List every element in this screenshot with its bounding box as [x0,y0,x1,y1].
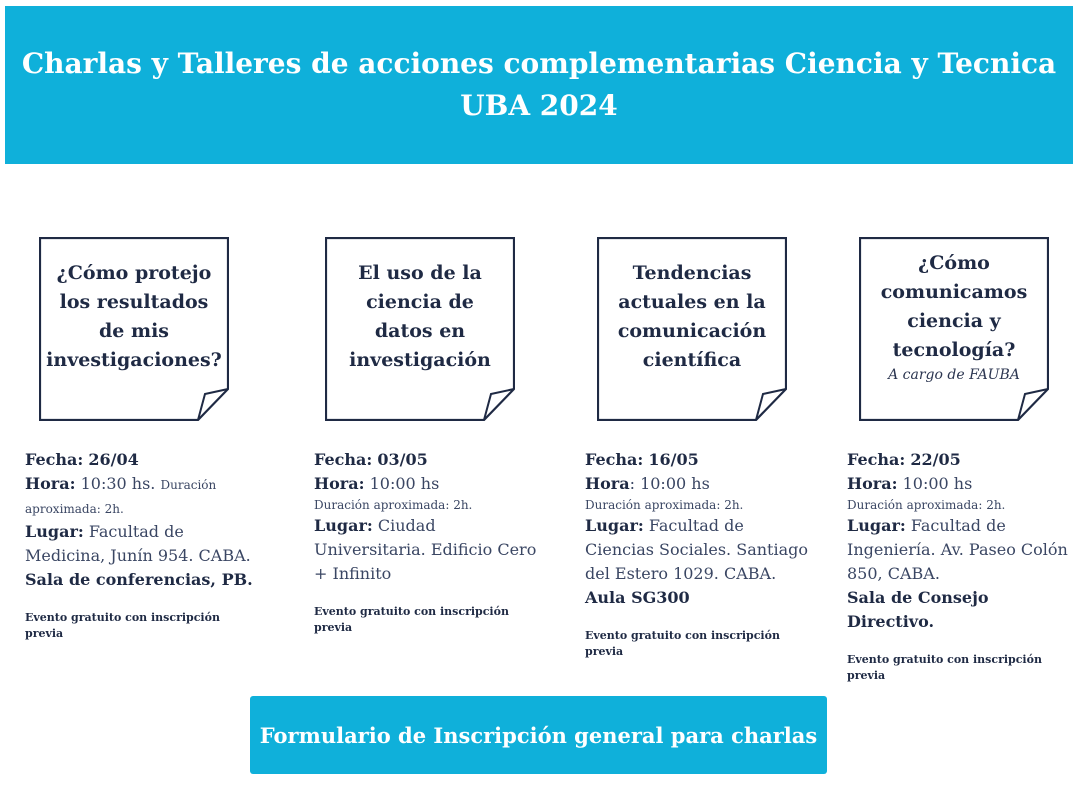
fecha-value: 26/04 [88,450,139,469]
note-card-title: ¿Cómo comunicamos ciencia y tecnología? A cargo de FAUBA [880,252,1028,383]
lugar-label: Lugar: [314,516,373,535]
fecha-label: Fecha: [314,450,373,469]
note-card-title: ¿Cómo protejo los resultados de mis investigaciones? [46,262,222,371]
duracion-value: Duración aproximada: 2h. [847,498,1006,512]
fecha-label: Fecha: [847,450,906,469]
hora-value: : 10:00 hs [629,474,710,493]
hora-value: 10:00 hs [369,474,440,493]
hora-label: Hora [585,474,630,493]
free-event-note: Evento gratuito con inscripción previa [847,653,1042,682]
note-card-title: Tendencias actuales en la comunicación científica [617,262,767,371]
sala-value: Sala de conferencias, PB. [25,570,253,589]
event-info-1 [25,448,257,642]
note-card-subtitle: A cargo de FAUBA [888,367,1020,383]
sala-value: Sala de Consejo Directivo. [847,588,989,631]
lugar-label: Lugar: [585,516,644,535]
duracion-value: Duración aproximada: 2h. [25,478,217,516]
lugar-value: Facultad de Medicina, Junín 954. CABA. [25,522,251,565]
hora-value: 10:30 hs. [80,474,156,493]
hora-label: Hora: [25,474,76,493]
event-info-3 [585,448,811,660]
lugar-value: Ciudad Universitaria. Edificio Cero + Infinito [314,516,537,583]
fecha-label: Fecha: [585,450,644,469]
lugar-label: Lugar: [25,522,84,541]
free-event-note: Evento gratuito con inscripción previa [25,611,220,640]
note-card-1 [39,237,229,421]
sala-value: Aula SG300 [585,588,690,607]
fecha-value: 16/05 [648,450,699,469]
hora-value: 10:00 hs [902,474,973,493]
lugar-value: Facultad de Ingeniería. Av. Paseo Colón 850, CABA. [847,516,1068,583]
hora-label: Hora: [847,474,898,493]
free-event-note: Evento gratuito con inscripción previa [314,605,509,634]
duracion-value: Duración aproximada: 2h. [585,498,744,512]
duracion-value: Duración aproximada: 2h. [314,498,473,512]
note-card-3 [597,237,787,421]
fecha-value: 03/05 [377,450,428,469]
fecha-value: 22/05 [910,450,961,469]
event-info-2 [314,448,546,636]
hora-label: Hora: [314,474,365,493]
page-title-line1: Charlas y Talleres de acciones complementarias Ciencia y Tecnica [21,47,1057,80]
registration-form-button[interactable]: Formulario de Inscripción general para charlas [250,696,827,774]
fecha-label: Fecha: [25,450,84,469]
note-card-2 [325,237,515,421]
page-title-line2: UBA 2024 [460,89,618,122]
event-info-4 [847,448,1073,684]
note-card-title: El uso de la ciencia de datos en investigación [349,262,491,371]
note-card-4 [859,237,1049,421]
page-header [5,6,1073,164]
lugar-value: Facultad de Ciencias Sociales. Santiago del Estero 1029. CABA. [585,516,808,583]
lugar-label: Lugar: [847,516,906,535]
free-event-note: Evento gratuito con inscripción previa [585,629,780,658]
